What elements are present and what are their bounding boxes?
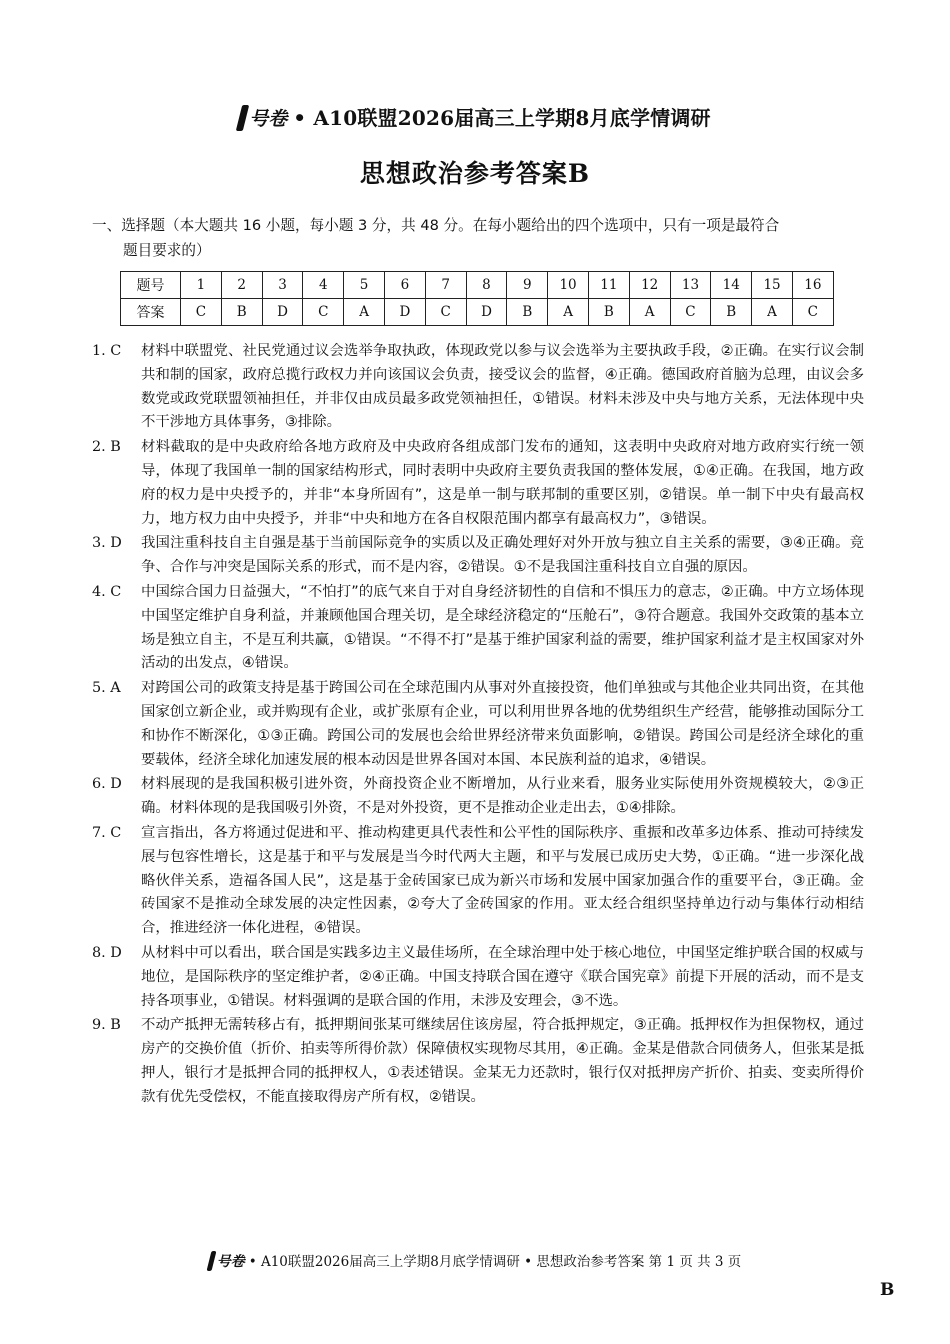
question-number: 10 xyxy=(548,272,589,299)
item-number: 5. A xyxy=(92,680,121,697)
logo-stroke-icon xyxy=(236,105,249,131)
question-number: 15 xyxy=(752,272,793,299)
item-text: 材料截取的是中央政府给各地方政府及中央政府各组成部门发布的通知，这表明中央政府对地方政府实行统一领导，体现了我国单一制的国家结构形式，同时表明中央政府主要负责我国的整体发展，①④正确。在我国，地方政府的权力是中央授予的，并非“本身所固有”，这是单一制与联邦制的重要区别，②错误。单一制下中央有最高权力，地方权力由中央授予，并非“中央和地方在各自权限范围内都享有最高权力”，③错误。 xyxy=(141,439,864,527)
answer-letter: A xyxy=(548,299,589,326)
explanation-item xyxy=(92,532,864,580)
question-number: 5 xyxy=(344,272,385,299)
explanation-item xyxy=(92,677,864,772)
explanation-list xyxy=(92,340,864,1111)
answer-table-number-row xyxy=(121,272,834,299)
question-number: 9 xyxy=(507,272,548,299)
section-heading-line1: 一、选择题（本大题共 16 小题，每小题 3 分，共 48 分。在每小题给出的四个选项中，只有一项是最符合 xyxy=(92,217,780,234)
row-label-number: 题号 xyxy=(121,272,181,299)
logo-stroke-icon xyxy=(206,1251,216,1271)
footer-text: • A10联盟2026届高三上学期8月底学情调研 • 思想政治参考答案 第 1 页 共 3 页 xyxy=(248,1254,742,1270)
answer-letter: B xyxy=(588,299,629,326)
answer-letter: C xyxy=(670,299,711,326)
answer-letter: C xyxy=(303,299,344,326)
question-number: 14 xyxy=(711,272,752,299)
document-header xyxy=(0,102,950,135)
item-text: 宣言指出，各方将通过促进和平、推动构建更具代表性和公平性的国际秩序、重振和改革多边体系、推动可持续发展与包容性增长，这是基于和平与发展是当今时代两大主题，和平与发展已成历史大势，①正确。“进一步深化战略伙伴关系，造福各国人民”，这是基于金砖国家已成为新兴市场和发展中国家加强合作的重要平台，③正确。金砖国家不是推动全球发展的决定性因素，②夸大了金砖国家的作用。亚太经合组织坚持单边行动与集体行动相结合，推进经济一体化进程，④错误。 xyxy=(141,824,864,937)
item-number: 1. C xyxy=(92,343,122,359)
question-number: 12 xyxy=(629,272,670,299)
logo-text: 号卷 xyxy=(249,107,288,130)
answer-letter: A xyxy=(629,299,670,326)
question-number: 13 xyxy=(670,272,711,299)
question-number: 11 xyxy=(588,272,629,299)
header-title: • A10联盟2026届高三上学期8月底学情调研 xyxy=(293,106,711,130)
item-text: 对跨国公司的政策支持是基于跨国公司在全球范围内从事对外直接投资，他们单独或与其他企业共同出资，在其他国家创立新企业，或并购现有企业，或扩张原有企业，可以利用世界各地的优势组织生产经营，能够推动国际分工和协作不断深化，①③正确。跨国公司的发展也会给世界经济带来负面影响，②错误。跨国公司是经济全球化的重要载体，经济全球化加速发展的根本动因是世界各国对本国、本民族利益的追求，④错误。 xyxy=(141,680,864,768)
item-number: 7. C xyxy=(92,824,122,841)
question-number: 4 xyxy=(303,272,344,299)
item-text: 材料中联盟党、社民党通过议会选举争取执政，体现政党以参与议会选举为主要执政手段，②正确。在实行议会制共和制的国家，政府总揽行政权力并向该国议会负责，接受议会的监督，④正确。德国政府首脑为总理，由议会多数党或政党联盟领袖担任，并非仅由成员最多政党领袖担任，①错误。材料未涉及中央与地方关系，无法体现中央不干涉地方具体事务，③排除。 xyxy=(141,343,864,431)
question-number: 3 xyxy=(262,272,303,299)
page-title: 思想政治参考答案B xyxy=(359,159,591,188)
section-heading xyxy=(92,213,864,263)
answer-table-answer-row xyxy=(121,299,834,326)
question-number: 8 xyxy=(466,272,507,299)
answer-letter: D xyxy=(466,299,507,326)
answer-letter: A xyxy=(344,299,385,326)
question-number: 2 xyxy=(221,272,262,299)
answer-letter: C xyxy=(181,299,222,326)
version-mark: B xyxy=(880,1280,895,1300)
footer-logo-text: 号卷 xyxy=(216,1254,245,1270)
item-number: 9. B xyxy=(92,1017,121,1034)
answer-letter: D xyxy=(262,299,303,326)
section-heading-line2: 题目要求的） xyxy=(123,242,211,259)
question-number: 1 xyxy=(181,272,222,299)
item-number: 8. D xyxy=(92,944,122,961)
answer-letter: A xyxy=(752,299,793,326)
item-number: 2. B xyxy=(92,439,121,456)
page-footer xyxy=(0,1249,950,1275)
brand-logo xyxy=(239,103,287,131)
answer-letter: C xyxy=(425,299,466,326)
explanation-item xyxy=(92,436,864,531)
explanation-item xyxy=(92,822,864,941)
item-text: 从材料中可以看出，联合国是实践多边主义最佳场所，在全球治理中处于核心地位，中国坚定维护联合国的权威与地位，是国际秩序的坚定维护者，②④正确。中国支持联合国在遵守《联合国宪章》前提下开展的活动，而不是支持各项事业，①错误。材料强调的是联合国的作用，未涉及安理会，③不选。 xyxy=(141,944,864,1009)
question-number: 7 xyxy=(425,272,466,299)
item-number: 4. C xyxy=(92,583,122,600)
header-line xyxy=(239,102,711,131)
item-text: 不动产抵押无需转移占有，抵押期间张某可继续居住该房屋，符合抵押规定，③正确。抵押权作为担保物权，通过房产的交换价值（折价、拍卖等所得价款）保障债权实现物尽其用，④正确。金某是借款合同债务人，但张某是抵押人，银行才是抵押合同的抵押权人，①表述错误。金某无力还款时，银行仅对抵押房产折价、拍卖、变卖所得价款有优先受偿权，不能直接取得房产所有权，②错误。 xyxy=(141,1017,864,1105)
explanation-item xyxy=(92,942,864,1013)
answer-letter: C xyxy=(792,299,833,326)
footer-logo xyxy=(209,1249,245,1271)
item-number: 3. D xyxy=(92,535,122,552)
explanation-item xyxy=(92,581,864,676)
answer-letter: D xyxy=(384,299,425,326)
item-text: 中国综合国力日益强大，“不怕打”的底气来自于对自身经济韧性的自信和不惧压力的意志，②正确。中方立场体现中国坚定维护自身利益，并兼顾他国合理关切，是全球经济稳定的“压舱石”，③符合题意。我国外交政策的基本立场是独立自主，不是互利共赢，①错误。“不得不打”是基于维护国家利益的需要，维护国家利益才是主权国家对外活动的出发点，④错误。 xyxy=(141,583,864,672)
row-label-answer: 答案 xyxy=(121,299,181,326)
explanation-item xyxy=(92,773,864,821)
explanation-item xyxy=(92,1014,864,1109)
answer-letter: B xyxy=(507,299,548,326)
footer-line xyxy=(209,1249,742,1271)
item-text: 材料展现的是我国积极引进外资，外商投资企业不断增加，从行业来看，服务业实际使用外资规模较大，②③正确。材料体现的是我国吸引外资，不是对外投资，更不是推动企业走出去，①④排除。 xyxy=(141,776,864,817)
answer-letter: B xyxy=(221,299,262,326)
explanation-item xyxy=(92,340,864,435)
item-number: 6. D xyxy=(92,776,122,793)
question-number: 6 xyxy=(384,272,425,299)
answer-letter: B xyxy=(711,299,752,326)
item-text: 我国注重科技自主自强是基于当前国际竞争的实质以及正确处理好对外开放与独立自主关系的需要，③④正确。竞争、合作与冲突是国际关系的形式，而不是内容，②错误。①不是我国注重科技自立自强的原因。 xyxy=(141,535,864,576)
question-number: 16 xyxy=(792,272,833,299)
answer-table xyxy=(120,271,834,326)
